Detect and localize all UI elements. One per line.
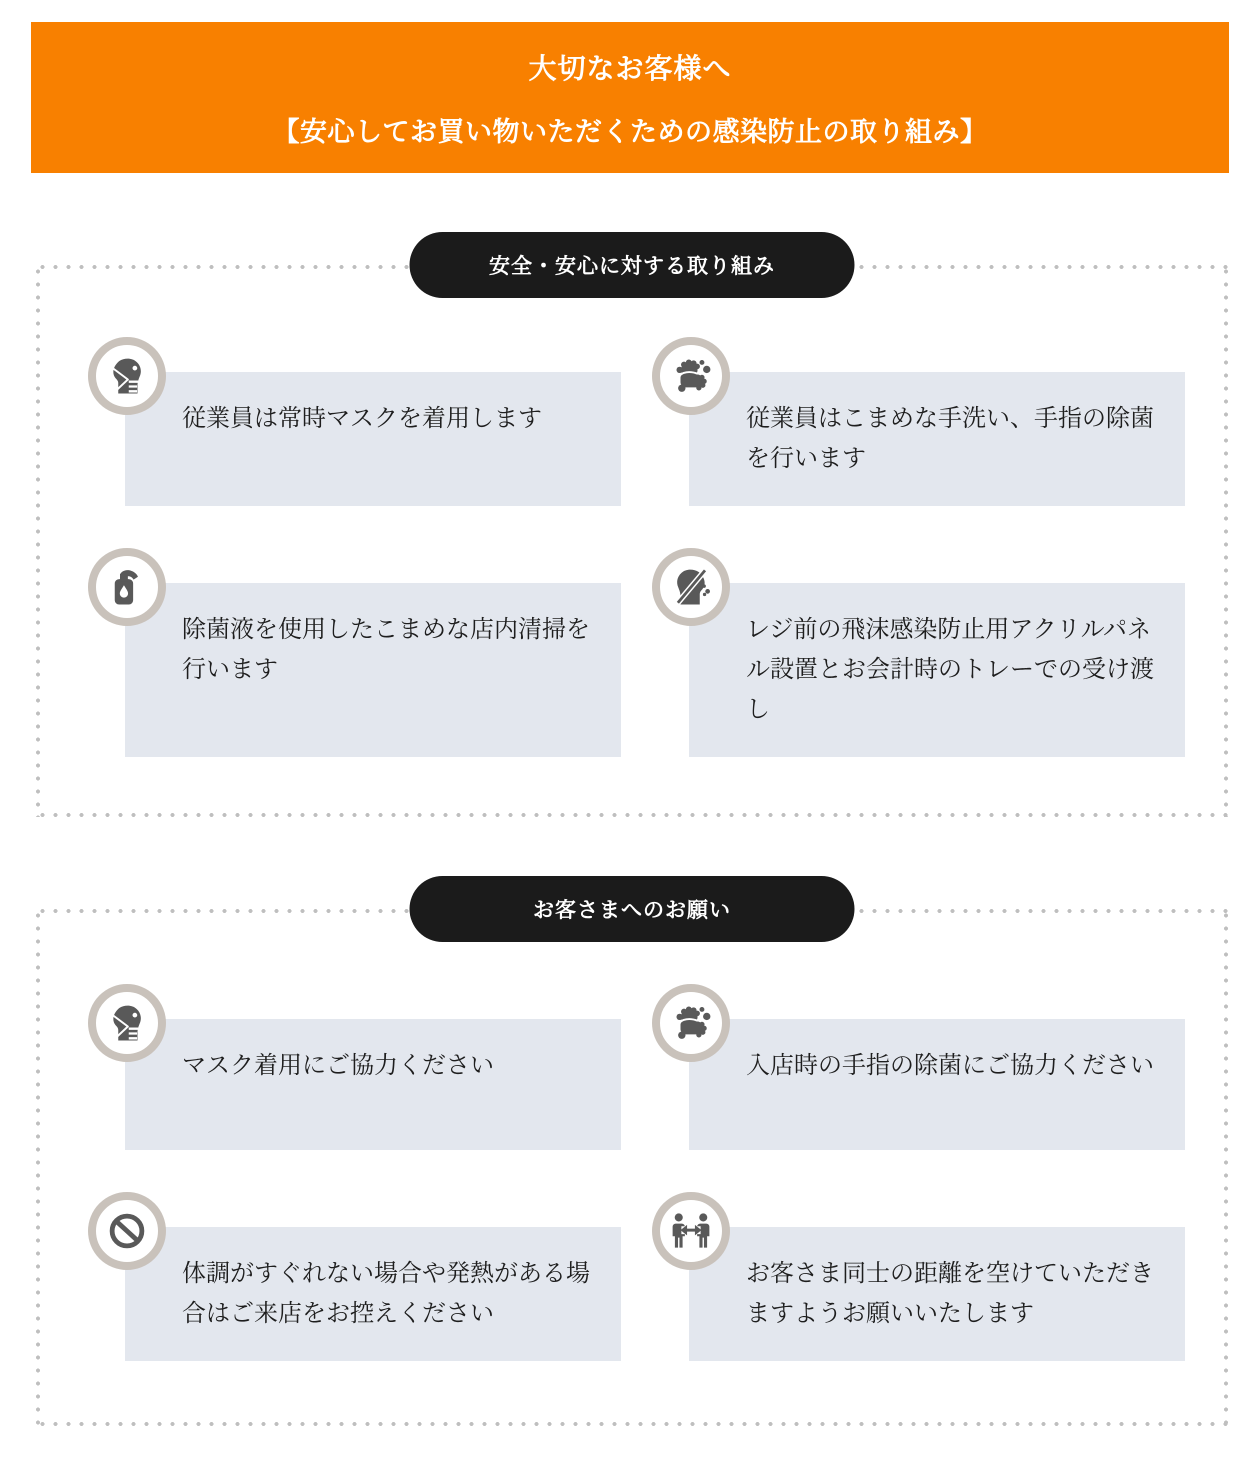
hand-wash-icon: [670, 1002, 712, 1044]
section-safety-measures: [36, 255, 1228, 817]
banner-subtitle: 【安心してお買い物いただくための感染防止の取り組み】: [272, 116, 988, 147]
item-text: 従業員は常時マスクを着用します: [182, 405, 542, 432]
list-item: [125, 1019, 621, 1150]
list-item: [689, 1019, 1185, 1150]
item-text: マスク着用にご協力ください: [182, 1052, 494, 1079]
item-text: 除菌液を使用したこまめな店内清掃を行います: [182, 616, 590, 683]
sanitizer-bottle-icon: [106, 566, 148, 608]
item-text: レジ前の飛沫感染防止用アクリルパネル設置とお会計時のトレーでの受け渡し: [746, 616, 1154, 723]
list-item: [689, 372, 1185, 506]
list-item: [689, 583, 1185, 757]
list-item: [689, 1227, 1185, 1361]
social-distance-icon: [670, 1210, 712, 1252]
mask-icon: [106, 355, 148, 397]
requests-items-grid: [125, 1019, 1185, 1361]
item-text: 入店時の手指の除菌にご協力ください: [746, 1052, 1154, 1079]
section-safety-title: 安全・安心に対する取り組み: [410, 232, 855, 298]
droplet-block-icon: [670, 566, 712, 608]
item-text: 体調がすぐれない場合や発熱がある場合はご来店をお控えください: [182, 1260, 590, 1327]
safety-items-grid: [125, 372, 1185, 757]
notice-banner: [31, 22, 1229, 173]
list-item: [125, 1227, 621, 1361]
section-requests-title: お客さまへのお願い: [410, 876, 855, 942]
section-customer-requests: [36, 899, 1228, 1426]
item-text: お客さま同士の距離を空けていただきますようお願いいたします: [746, 1260, 1154, 1327]
banner-title: 大切なお客様へ: [528, 52, 732, 84]
mask-icon: [106, 1002, 148, 1044]
list-item: [125, 583, 621, 757]
list-item: [125, 372, 621, 506]
no-entry-icon: [106, 1210, 148, 1252]
hand-wash-icon: [670, 355, 712, 397]
item-text: 従業員はこまめな手洗い、手指の除菌を行います: [746, 405, 1154, 472]
